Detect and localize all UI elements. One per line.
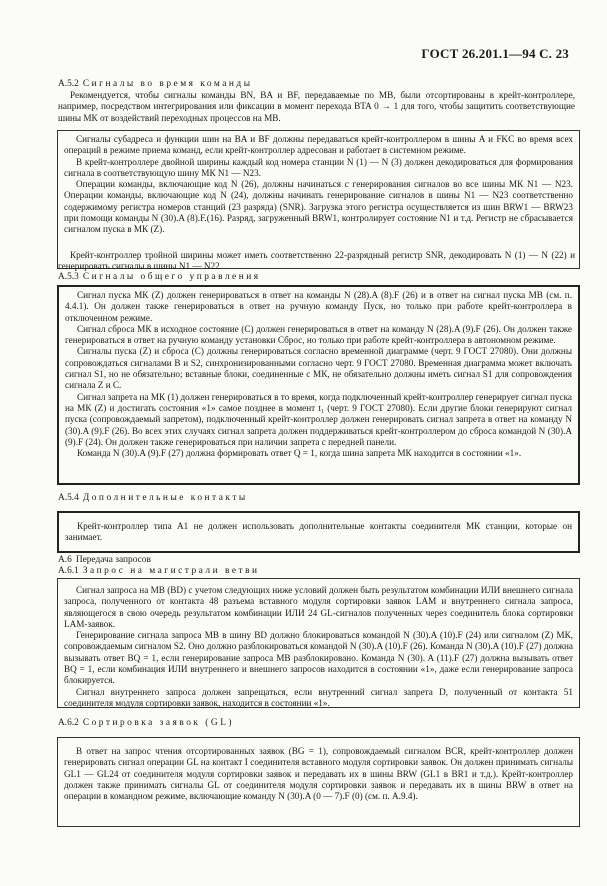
section-heading-a62 bbox=[58, 718, 234, 729]
section-title: Дополнительные контакты bbox=[82, 493, 248, 503]
text-box-2 bbox=[57, 285, 580, 485]
section-number: А.6.2 bbox=[58, 718, 79, 728]
section-title: Сортировка заявок (GL) bbox=[82, 718, 235, 728]
box-paragraph: Сигналы субадреса и функции шин на BA и BF должны передаваться крейт-контроллером в шины A и FKC во время всех операций в режиме приема команд, если крейт-контроллер адресован и работает в системном режиме. bbox=[64, 134, 573, 156]
section-title: Запрос на магистрали ветви bbox=[82, 566, 260, 576]
box-paragraph: Крейт-контроллер типа A1 не должен использовать дополнительные контакты соединителя МК станции, которые он занимает. bbox=[65, 521, 572, 543]
section-heading-a54 bbox=[58, 493, 248, 504]
section-title: Сигналы общего управления bbox=[82, 272, 261, 282]
box-paragraph: В ответ на запрос чтения отсортированных заявок (BG = 1), сопровождаемый сигналом BCR, крейт-контроллер должен генерировать сигнал операции GL на контакт I соединителя вставного модуля сортировки заявок. Он должен принимать сигналы GL1 — GL24 от соединителя модуля сортировки заявок и передавать их в шины BRW (GL1 в BR1 и т.д.). Крейт-контроллер должен также принимать сигналы GL от соединителя модуля сортировки заявок и передавать их в шины BRW в ответ на операции в командном режиме, включающие команду N (30).A (0 — 7).F (0) (см. п. А.9.4). bbox=[64, 746, 573, 802]
paragraph-mid bbox=[58, 250, 575, 273]
page-header: ГОСТ 26.201.1—94 С. 23 bbox=[421, 46, 569, 61]
section-number: А.5.2 bbox=[58, 79, 79, 89]
section-heading-a52 bbox=[58, 79, 253, 90]
section-heading-a6 bbox=[58, 555, 151, 566]
box-paragraph: Сигнал внутреннего запроса должен запрещаться, если внутренний сигнал запрета D, полученный от контакта 51 соединителя модуля сортировки заявок, находится в состоянии «1». bbox=[64, 686, 573, 708]
paragraph-text: Рекомендуется, чтобы сигналы команды BN, BA и BF, передаваемые по МВ, были отсортированы в крейт-контроллере, например, посредством интегрирования или фиксации в момент перехода BTA 0 → 1 для того, чтобы защитить соответствующие шины МК от воздействий переходных процессов на МВ. bbox=[58, 90, 575, 123]
box-paragraph: Сигнал запрета на МК (1) должен генерироваться в то время, когда подключенный крейт-контроллер генерирует сигнал пуска на МК (Z) и достигать состояния «1» самое позднее в момент t₁ (черт. 9 ГОСТ 27080). Если другие блоки генерируют сигнал пуска (сопровождаемый запретом), подключенный крейт-контроллер должен генерировать сигнал запрета в ответ на команду N (30).A (9).F (26). Во всех этих случаях сигнал запрета должен поддерживаться крейт-контроллером до сброса командой N (30).A (9).F (24). Он должен также генерироваться при наличии запрета с передней панели. bbox=[65, 391, 572, 447]
section-heading-a53 bbox=[58, 272, 261, 283]
text-box-5 bbox=[57, 737, 580, 827]
box-paragraph: Сигнал сброса МК в исходное состояние (С) должен генерироваться в ответ на команду N (28).A (9).F (26). Он должен также генерироваться в ответ на ручную команду установки Сброс, но только при работе крейт-контроллера в автономном режиме. bbox=[65, 323, 572, 346]
text-box-4 bbox=[57, 578, 580, 708]
section-number: А.5.4 bbox=[58, 493, 79, 503]
box-paragraph: В крейт-контроллере двойной ширины каждый код номера станции N (1) — N (3) должен декодироваться для формирования сигнала в соответствующую шину МК N1 — N23. bbox=[64, 156, 573, 178]
section-title: Передача запросов bbox=[75, 555, 151, 565]
section-number: А.6 bbox=[58, 555, 72, 565]
section-number: А.5.3 bbox=[58, 272, 79, 282]
section-heading-a61 bbox=[58, 566, 260, 577]
box-paragraph: Команда N (30).A (9).F (27) должна формировать ответ Q = 1, когда шина запрета МК находится в состоянии «1». bbox=[77, 448, 522, 459]
box-paragraph: Сигнал пуска МК (Z) должен генерироваться в ответ на команды N (28).A (8).F (26) и в ответ на сигнал пуска МВ (см. п. 4.4.1). Он должен также генерироваться в ответ на ручную команду Пуск, но только при работе крейт-контроллера в отключенном режиме. bbox=[65, 290, 572, 323]
box-paragraph: Сигналы пуска (Z) и сброса (С) должны генерироваться согласно временной диаграмме (черт. 9 ГОСТ 27080). Они должны сопровождаться сигналами В и S2, синхронизированными согласно черт. 9 ГОСТ 27080. Временная диаграмма может включать сигнал S1, но не обязательно; вставные блоки, соединенные с МК, не обязательно должны иметь сигнал S1 для сопровождения сигнала Z и C. bbox=[65, 346, 572, 391]
box-paragraph: Генерирование сигнала запроса МВ в шину BD должно блокироваться командой N (30).A (10).F (24) или сигналом (Z) МК, сопровождаемым сигналом S2. Оно должно разблокироваться командой N (30).A (10).F (26). Команда N (30).A (10).F (27) должна вызывать ответ BQ = 1, если генерирование запроса МВ разблокировано. Команда N (30). A (11).F (27) должна вызывать ответ BQ = 1, если комбинация ИЛИ внутреннего и внешнего запросов находится в состоянии «1», даже если генерирование запроса блокируется. bbox=[64, 630, 573, 686]
text-box-1 bbox=[57, 130, 580, 269]
box-paragraph: Операции команды, включающие код N (26), должны начинаться с генерирования сигналов во все шины МК N1 — N23. Операции команды, включающие код N (24), должны начинать генерирование сигналов в шины N1 — N23 соответственно содержимому регистра номеров станций (23 разряда) (SNR). Загрузка этого регистра осуществляется из шин BRW1 — BRW23 при помощи команды N (30).A (8).F.(16). Разряд, загруженный BRW1, контролирует состояние N1 и т.д. Регистр не сбрасывается сигналом пуска в МК (Z). bbox=[64, 179, 573, 235]
box-paragraph: Сигнал запроса на МВ (BD) с учетом следующих ниже условий должен быть результатом комбинации ИЛИ внешнего сигнала запроса, полученного от контакта 48 разъема вставного модуля сортировки заявок LAM и внутреннего сигнала запроса, являющегося в свою очередь результатом комбинации ИЛИ 24 GL-сигналов полученных через соединитель блока сортировки LAM-заявок. bbox=[64, 585, 573, 629]
paragraph-a52 bbox=[58, 90, 575, 124]
section-title: Сигналы во время команды bbox=[82, 79, 253, 89]
paragraph-text: Крейт-контроллер тройной ширины может иметь соответственно 22-разрядный регистр SNR, декодировать N (1) — N (22) и генерировать сигналы в шины N1 — N22. bbox=[58, 250, 575, 272]
text-box-3 bbox=[57, 511, 580, 553]
section-number: А.6.1 bbox=[58, 566, 79, 576]
